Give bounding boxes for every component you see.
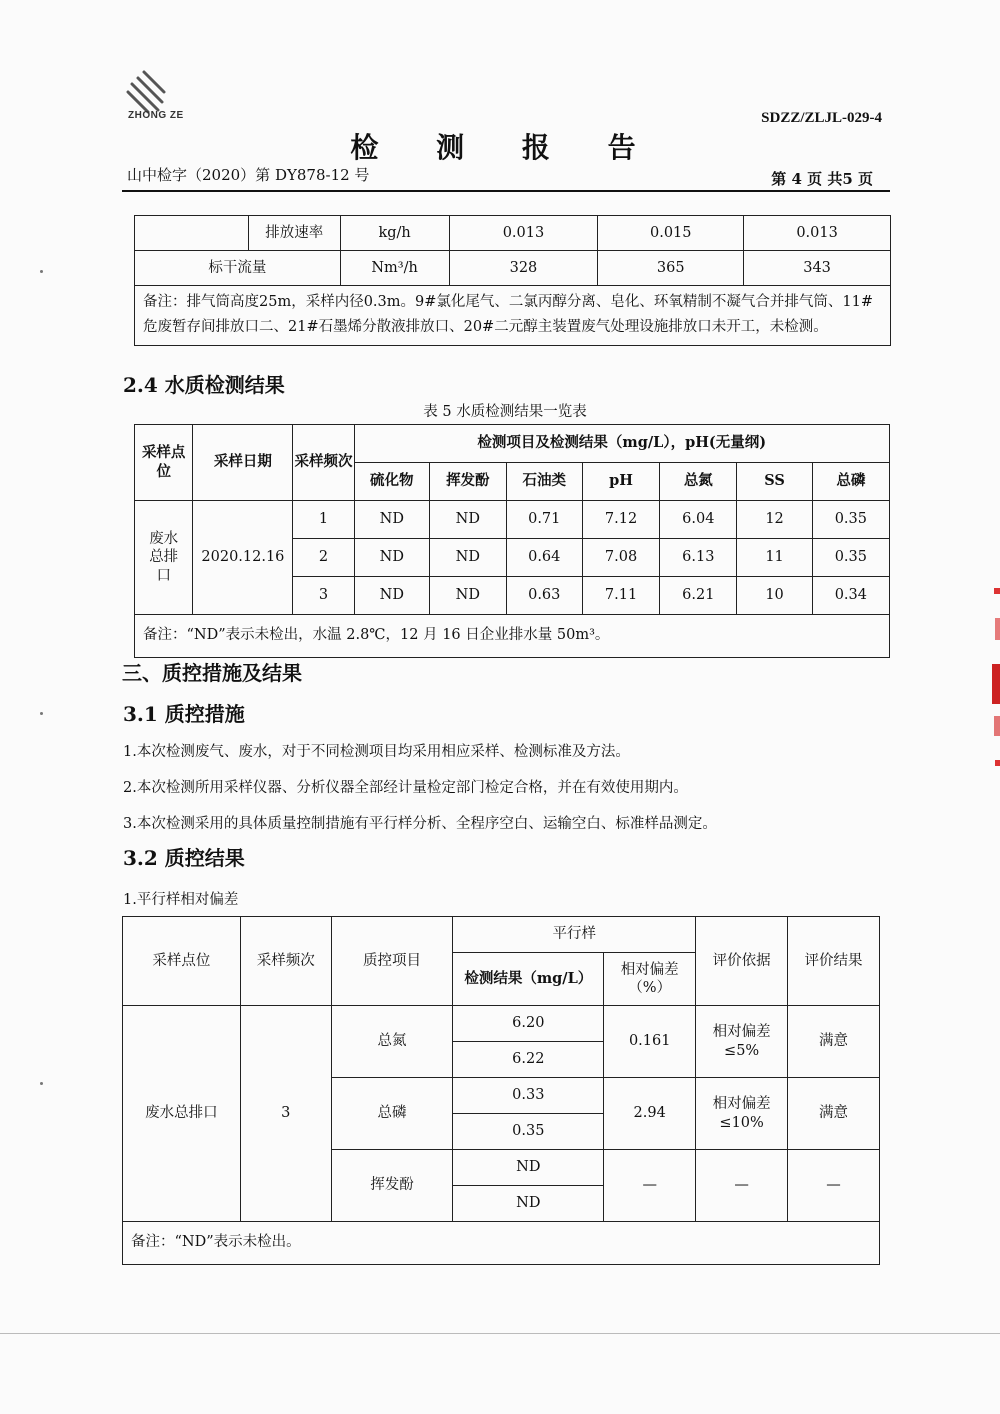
value-cell: 7.08: [582, 539, 659, 577]
basis-cell: 相对偏差≤5%: [696, 1006, 788, 1078]
table-row: [123, 1222, 880, 1265]
seal-stamp-edge: [986, 588, 1000, 768]
table-row: [135, 501, 890, 539]
value-cell: 0.013: [449, 216, 598, 251]
column-header: pH: [582, 463, 659, 501]
table-row: [135, 615, 890, 658]
eval-cell: 满意: [788, 1006, 880, 1078]
column-header: 总磷: [812, 463, 889, 501]
subsection-heading: 3.2 质控结果: [123, 846, 245, 870]
column-header: SS: [737, 463, 812, 501]
value-cell: 0.64: [506, 539, 582, 577]
paragraph: 3.本次检测采用的具体质量控制措施有平行样分析、全程序空白、运输空白、标准样品测定。: [123, 816, 717, 832]
section-heading: 2.4 水质检测结果: [123, 373, 285, 397]
value-cell: 0.71: [506, 501, 582, 539]
value-cell: 7.11: [582, 577, 659, 615]
scan-speck: [40, 712, 43, 715]
value-cell: 12: [737, 501, 812, 539]
value-cell: 0.35: [812, 539, 889, 577]
freq-cell: 3: [293, 577, 354, 615]
table-cell: [135, 216, 249, 251]
column-header: 总氮: [660, 463, 737, 501]
value-cell: 0.015: [598, 216, 744, 251]
gas-results-table-continued: [134, 215, 891, 346]
result-cell: 6.20: [453, 1006, 604, 1042]
result-cell: ND: [453, 1186, 604, 1222]
rel-dev-cell: 0.161: [604, 1006, 696, 1078]
paragraph: 2.本次检测所用采样仪器、分析仪器全部经计量检定部门检定合格，并在有效使用期内。: [123, 780, 688, 796]
rel-dev-cell: —: [604, 1150, 696, 1222]
column-header: 评价结果: [788, 917, 880, 1006]
site-cell: 废水总排口: [123, 1006, 241, 1222]
table-note: 备注：“ND”表示未检出。: [123, 1222, 880, 1265]
column-header: 石油类: [506, 463, 582, 501]
value-cell: 6.04: [660, 501, 737, 539]
table-note: 备注：“ND”表示未检出，水温 2.8℃，12 月 16 日企业排水量 50m³。: [135, 615, 890, 658]
basis-cell: 相对偏差≤10%: [696, 1078, 788, 1150]
basis-cell: —: [696, 1150, 788, 1222]
value-cell: 365: [598, 251, 744, 286]
column-header: 采样频次: [293, 425, 354, 501]
value-cell: 0.35: [812, 501, 889, 539]
result-cell: 0.35: [453, 1114, 604, 1150]
value-cell: 0.013: [744, 216, 891, 251]
rel-dev-cell: 2.94: [604, 1078, 696, 1150]
qc-item-cell: 总磷: [331, 1078, 453, 1150]
parallel-sample-qc-table: [122, 916, 880, 1265]
column-header: 相对偏差（%）: [604, 953, 696, 1006]
value-cell: ND: [354, 501, 430, 539]
site-cell: 废水总排口: [135, 501, 193, 615]
column-group-header: 平行样: [453, 917, 696, 953]
value-cell: ND: [354, 539, 430, 577]
column-header: 评价依据: [696, 917, 788, 1006]
table-row: [123, 1006, 880, 1042]
date-cell: 2020.12.16: [193, 501, 293, 615]
qc-item-cell: 总氮: [331, 1006, 453, 1078]
table-row: [135, 251, 891, 286]
qc-item-cell: 挥发酚: [331, 1150, 453, 1222]
eval-cell: —: [788, 1150, 880, 1222]
value-cell: 7.12: [582, 501, 659, 539]
scan-edge-line: [0, 1333, 1000, 1334]
value-cell: 11: [737, 539, 812, 577]
section-heading: 三、质控措施及结果: [122, 661, 302, 685]
subsection-heading: 3.1 质控措施: [123, 702, 245, 726]
table-header-row: [123, 917, 880, 953]
table-row: [135, 216, 891, 251]
value-cell: 328: [449, 251, 598, 286]
value-cell: 10: [737, 577, 812, 615]
row-label: 排放速率: [248, 216, 340, 251]
column-header: 质控项目: [331, 917, 453, 1006]
result-cell: 0.33: [453, 1078, 604, 1114]
column-header: 挥发酚: [430, 463, 506, 501]
column-header: 采样点位: [123, 917, 241, 1006]
value-cell: 6.13: [660, 539, 737, 577]
column-header: 采样日期: [193, 425, 293, 501]
value-cell: 6.21: [660, 577, 737, 615]
table-caption: 表 5 水质检测结果一览表: [423, 404, 587, 420]
unit-cell: kg/h: [340, 216, 449, 251]
column-header: 检测结果（mg/L）: [453, 953, 604, 1006]
scan-speck: [40, 1082, 43, 1085]
scan-speck: [40, 270, 43, 273]
table-note: 备注：排气筒高度25m，采样内径0.3m。9#氯化尾气、二氯丙醇分离、皂化、环氧精制不凝气合并排气筒、11#危废暂存间排放口二、21#石墨烯分散液排放口、20#二元醇主装置废气处理设施排放口未开工，未检测。: [135, 286, 891, 346]
logo-text: ZHONG ZE: [128, 110, 184, 121]
freq-cell: 3: [240, 1006, 331, 1222]
value-cell: 0.63: [506, 577, 582, 615]
column-header: 硫化物: [354, 463, 430, 501]
table-caption: 1.平行样相对偏差: [123, 892, 239, 908]
freq-cell: 2: [293, 539, 354, 577]
result-cell: ND: [453, 1150, 604, 1186]
table-header-row: [135, 425, 890, 463]
value-cell: 343: [744, 251, 891, 286]
page-info: 第 4 页 共5 页: [771, 170, 873, 188]
document-title: 检 测 报 告: [350, 131, 660, 164]
header-divider: [122, 190, 890, 192]
eval-cell: 满意: [788, 1078, 880, 1150]
value-cell: ND: [430, 577, 506, 615]
value-cell: ND: [354, 577, 430, 615]
document-code: SDZZ/ZLJL-029-4: [761, 110, 882, 126]
report-number: 山中检字（2020）第 DY878-12 号: [127, 166, 370, 184]
result-cell: 6.22: [453, 1042, 604, 1078]
unit-cell: Nm³/h: [340, 251, 449, 286]
value-cell: ND: [430, 539, 506, 577]
column-header: 采样频次: [240, 917, 331, 1006]
table-row: [135, 286, 891, 346]
water-quality-table: [134, 424, 890, 658]
freq-cell: 1: [293, 501, 354, 539]
column-header: 采样点位: [135, 425, 193, 501]
column-group-header: 检测项目及检测结果（mg/L），pH(无量纲): [354, 425, 890, 463]
value-cell: ND: [430, 501, 506, 539]
value-cell: 0.34: [812, 577, 889, 615]
row-label: 标干流量: [135, 251, 341, 286]
paragraph: 1.本次检测废气、废水，对于不同检测项目均采用相应采样、检测标准及方法。: [123, 744, 630, 760]
